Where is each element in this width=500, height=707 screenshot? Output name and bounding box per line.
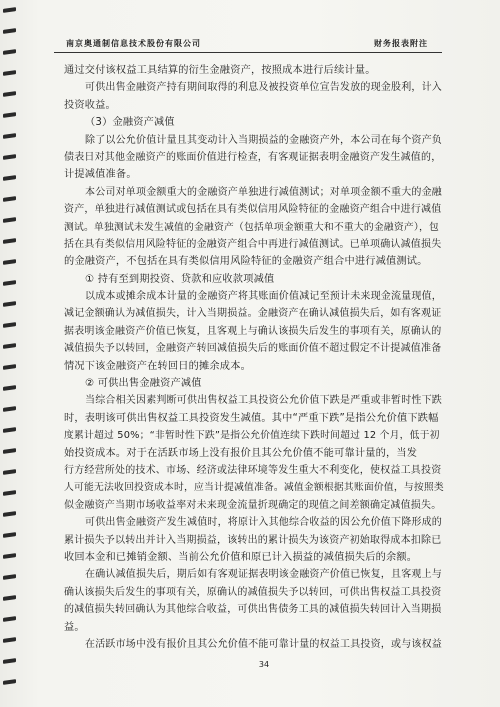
binding-hole — [3, 175, 16, 181]
text-line: 益。 — [64, 621, 85, 633]
binding-hole — [3, 70, 16, 76]
text-line: 本公司对单项金额重大的金融资产单独进行减值测试；对单项金额不重大的金融 — [85, 186, 442, 198]
binding-hole — [3, 322, 16, 328]
text-line: 除了以公允价值计量且其变动计入当期损益的金融资产外，本公司在每个资产负 — [85, 134, 442, 146]
binding-hole — [3, 637, 16, 643]
text-line: 资产，单独进行减值测试或包括在具有类似信用风险特征的金融资产组合中进行减值 — [64, 204, 442, 216]
body-text — [64, 62, 444, 653]
binding-hole — [3, 259, 16, 265]
text-line: 可供出售金融资产持有期间取得的利息及被投资单位宣告发放的现金股利，计入 — [85, 82, 442, 94]
text-line: 测试。单独测试未发生减值的金融资产（包括单项金额重大和不重大的金融资产），包 — [64, 221, 439, 233]
binding-hole — [3, 406, 16, 412]
binding-hole — [3, 448, 16, 454]
binding-hole — [3, 7, 16, 13]
text-line: 似金融资产当期市场收益率对未来现金流量折现确定的现值之间差额确定减值损失。 — [64, 499, 442, 511]
binding-hole — [3, 301, 16, 307]
binding-hole — [3, 112, 16, 118]
binding-hole — [3, 595, 16, 601]
text-line: 通过交付该权益工具结算的衍生金融资产，按照成本进行后续计量。 — [64, 65, 376, 76]
binding-hole — [3, 385, 16, 391]
section-title: 财务报表附注 — [374, 39, 428, 48]
text-line: 投资收益。 — [64, 99, 116, 111]
binding-hole — [3, 217, 16, 223]
subsection-heading: ① 持有至到期投资、贷款和应收款项减值 — [85, 273, 275, 285]
company-name: 南京奥通制信息技术股份有限公司 — [66, 39, 201, 48]
text-line: 累计损失予以转出并计入当期损益，该转出的累计损失为该资产初始取得成本扣除已 — [64, 534, 442, 546]
binding-hole — [3, 490, 16, 496]
binding-hole — [3, 427, 16, 433]
binding-hole — [3, 553, 16, 559]
text-line: 的金融资产，不包括在具有类似信用风险特征的金融资产组合中进行减值测试。 — [64, 256, 428, 268]
binding-hole — [3, 91, 16, 97]
section-heading: （3）金融资产减值 — [85, 117, 175, 129]
text-line: 可供出售金融资产发生减值时，将原计入其他综合收益的因公允价值下降形成的 — [85, 517, 442, 529]
binding-hole — [3, 616, 16, 622]
text-line: 以成本或摊余成本计量的金融资产将其账面价值减记至预计未来现金流量现值， — [85, 291, 442, 303]
text-line: 收回本金和已摊销金额、当前公允价值和原已计入损益的减值损失后的余额。 — [64, 551, 418, 563]
binding-hole — [3, 679, 16, 685]
text-line: 始投资成本。对于在活跃市场上没有报价且其公允价值不能可靠计量的，当发 — [64, 447, 418, 459]
text-line: 情况下该金融资产在转回日的摊余成本。 — [64, 360, 251, 372]
binding-hole — [3, 574, 16, 580]
binding-hole — [3, 364, 16, 370]
binding-edge — [0, 0, 22, 707]
text-line: 括在具有类似信用风险特征的金融资产组合中再进行减值测试。已单项确认减值损失 — [64, 238, 442, 250]
text-line: 人可能无法收回投资成本时，应当计提减值准备。减值金额根据其账面价值，与按照类 — [64, 482, 444, 494]
page-footer — [0, 660, 500, 669]
text-line: 的减值损失转回确认为其他综合收益，可供出售债务工具的减值损失转回计入当期损 — [64, 604, 442, 616]
text-line: 行方经营所处的技术、市场、经济或法律环境等发生重大不利变化，使权益工具投资 — [64, 464, 442, 476]
page-header — [54, 36, 442, 53]
page-number: 34 — [258, 660, 270, 669]
binding-hole — [3, 280, 16, 286]
binding-hole — [3, 154, 16, 160]
text-line: 据表明该金融资产价值已恢复，且客观上与确认该损失后发生的事项有关，原确认的 — [64, 325, 442, 337]
binding-hole — [3, 238, 16, 244]
binding-hole — [3, 511, 16, 517]
binding-hole — [3, 28, 16, 34]
subsection-heading: ② 可供出售金融资产减值 — [85, 378, 202, 390]
text-line: 在活跃市场中没有报价且其公允价值不能可靠计量的权益工具投资，或与该权益 — [85, 638, 442, 650]
text-line: 度累计超过 50%；“非暂时性下跌”是指公允价值连续下跌时间超过 12 个月，低于初 — [64, 430, 440, 442]
text-line: 确认该损失后发生的事项有关，原确认的减值损失予以转回，可供出售权益工具投资 — [64, 586, 442, 598]
text-line: 债表日对其他金融资产的账面价值进行检查，有客观证据表明金融资产发生减值的， — [64, 151, 442, 163]
binding-hole — [3, 532, 16, 538]
text-line: 在确认减值损失后，期后如有客观证据表明该金融资产价值已恢复，且客观上与 — [85, 569, 442, 581]
text-line: 减记金额确认为减值损失，计入当期损益。金融资产在确认减值损失后，如有客观证 — [64, 308, 442, 320]
text-line: 时，表明该可供出售权益工具投资发生减值。其中“严重下跌”是指公允价值下跌幅 — [64, 412, 439, 424]
text-line: 计提减值准备。 — [64, 169, 137, 181]
text-line: 减值损失予以转回，金融资产转回减值损失后的账面价值不超过假定不计提减值准备 — [64, 343, 442, 355]
text-line: 当综合相关因素判断可供出售权益工具投资公允价值下跌是严重或非暂时性下跌 — [85, 395, 442, 407]
binding-hole — [3, 343, 16, 349]
binding-hole — [3, 133, 16, 139]
binding-hole — [3, 49, 16, 55]
binding-hole — [3, 469, 16, 475]
binding-hole — [3, 196, 16, 202]
